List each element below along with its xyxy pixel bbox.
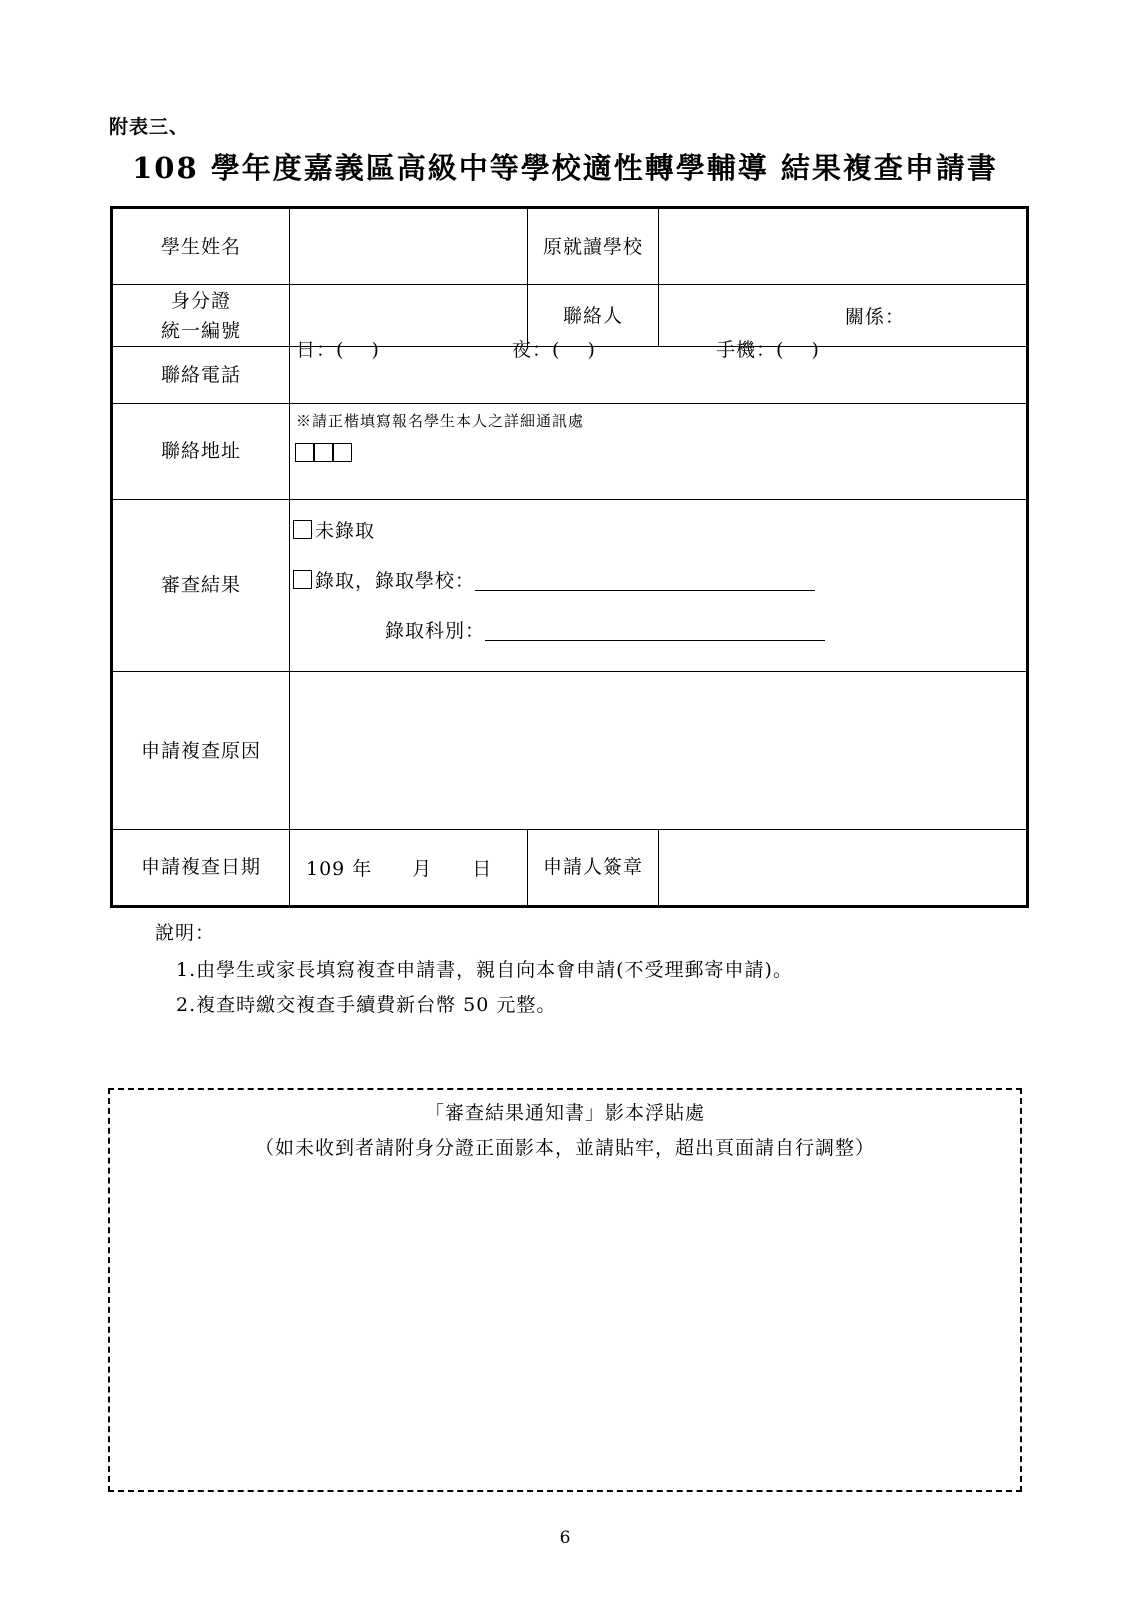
not-admitted-option[interactable] xyxy=(293,516,1026,566)
review-reason-field[interactable] xyxy=(290,672,1028,829)
paste-area-title: 「審查結果通知書」影本浮貼處 xyxy=(424,1102,705,1124)
review-result-field xyxy=(290,499,1028,672)
note-item-2: 2.複查時繳交複查手續費新台幣 50 元整。 xyxy=(176,994,557,1016)
signature-field[interactable] xyxy=(659,829,1028,906)
admitted-option[interactable] xyxy=(293,566,1026,616)
note-item-1: 1.由學生或家長填寫複查申請書，親自向本會申請(不受理郵寄申請)。 xyxy=(176,959,793,981)
review-result-label: 審查結果 xyxy=(112,499,290,672)
review-date-field[interactable] xyxy=(290,829,528,906)
notes-title: 說明： xyxy=(155,922,216,944)
review-date-value: 109 年 月 日 xyxy=(306,857,493,880)
postal-box-1[interactable] xyxy=(295,443,314,462)
paste-area-subtitle: （如未收到者請附身分證正面影本，並請貼牢，超出頁面請自行調整） xyxy=(254,1137,875,1159)
contact-person-field[interactable] xyxy=(659,285,1028,347)
admitted-label: 錄取，錄取學校： xyxy=(315,569,476,592)
phone-label: 聯絡電話 xyxy=(112,347,290,404)
not-admitted-checkbox[interactable] xyxy=(293,520,312,539)
review-date-label: 申請複查日期 xyxy=(112,829,290,906)
id-number-label xyxy=(112,285,290,347)
phone-night: 夜：( ) xyxy=(512,339,596,362)
page-number: 6 xyxy=(559,1528,571,1548)
admitted-dept-label: 錄取科別： xyxy=(385,619,486,642)
student-name-field[interactable] xyxy=(290,208,528,285)
admitted-dept-row xyxy=(293,616,1026,666)
contact-person-label: 聯絡人 xyxy=(528,285,659,347)
phone-field[interactable] xyxy=(290,339,1028,404)
not-admitted-label: 未錄取 xyxy=(315,519,376,542)
application-form-table xyxy=(110,206,1029,908)
student-name-label: 學生姓名 xyxy=(112,208,290,285)
postal-box-3[interactable] xyxy=(333,443,352,462)
signature-label: 申請人簽章 xyxy=(528,829,659,906)
postal-box-2[interactable] xyxy=(314,443,333,462)
phone-day: 日：( ) xyxy=(296,339,380,362)
appendix-label: 附表三、 xyxy=(109,116,190,138)
original-school-field[interactable] xyxy=(659,208,1028,285)
admitted-dept-line[interactable] xyxy=(485,640,825,641)
id-label-line2: 統一編號 xyxy=(160,319,241,342)
id-label-line1: 身分證 xyxy=(170,289,231,312)
phone-mobile: 手機：( ) xyxy=(716,339,820,362)
original-school-label: 原就讀學校 xyxy=(528,208,659,285)
review-reason-label: 申請複查原因 xyxy=(112,672,290,829)
address-label: 聯絡地址 xyxy=(112,404,290,500)
postal-code-boxes[interactable] xyxy=(295,443,1026,465)
admitted-checkbox[interactable] xyxy=(293,570,312,589)
page-title: 108 學年度嘉義區高級中等學校適性轉學輔導 結果複查申請書 xyxy=(132,151,998,185)
address-field[interactable] xyxy=(290,404,1028,500)
relation-label: 關係： xyxy=(845,306,906,329)
admitted-school-line[interactable] xyxy=(475,590,815,591)
address-note: ※請正楷填寫報名學生本人之詳細通訊處 xyxy=(296,412,585,431)
